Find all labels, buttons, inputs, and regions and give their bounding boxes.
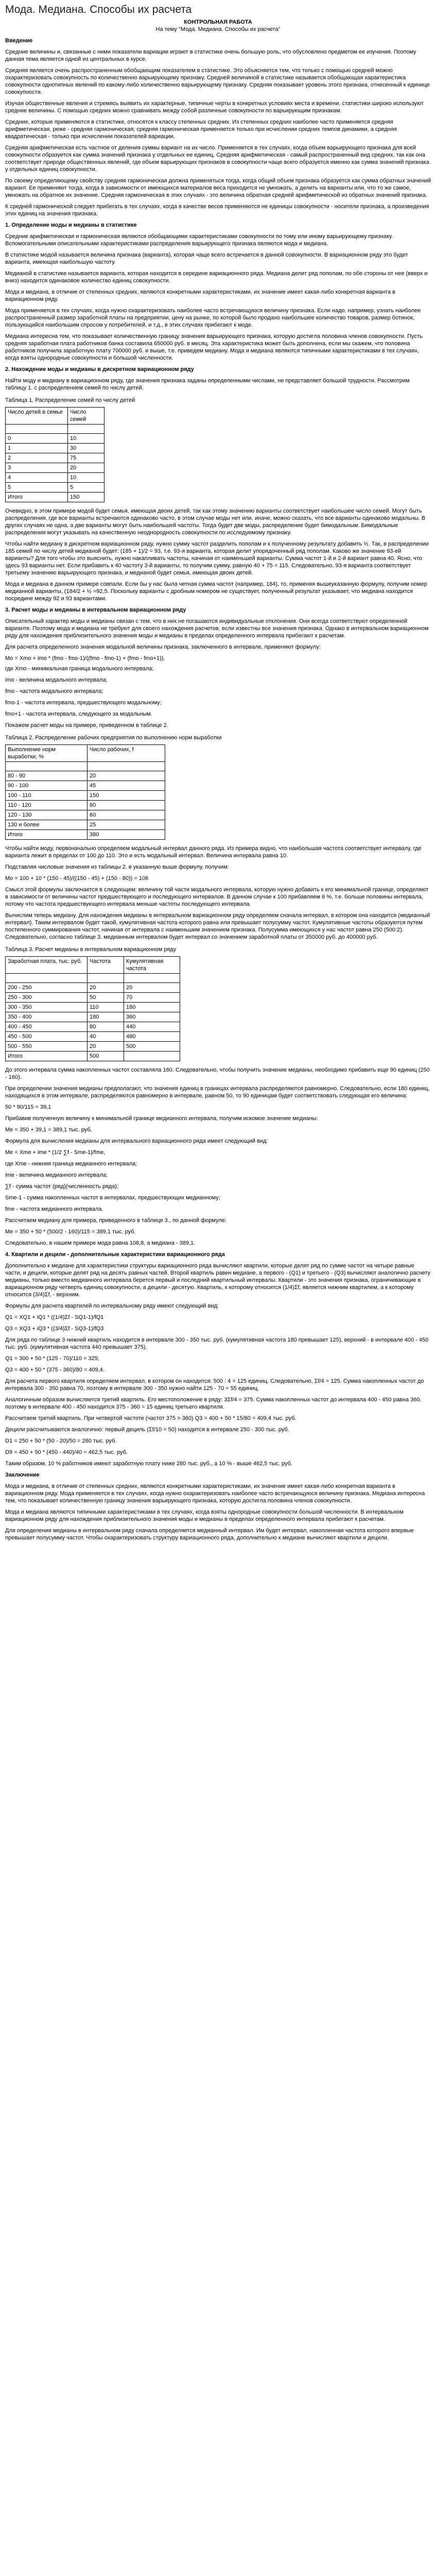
table-cell: 10 — [68, 434, 104, 444]
paragraph: Мода и медиана, в отличие от степенных средних, являются конкретными характеристиками, их значение имеет какая-либо конкретная варианта в вариационном ряду. Мода применяется в тех случаях, когда нужно охарактеризовать наиболее часто встречающуюся величину признака. Медиана интересна тем, что показывает количественную границу значения варьирующего признака, которую достигла половина членов совокупности. — [5, 1483, 425, 1504]
table-cell: 400 - 450 — [6, 1022, 88, 1032]
section-1-number: 1. — [5, 222, 10, 228]
table-header-cell: Число рабочих, f — [88, 745, 165, 762]
paragraph: Очевидно, в этом примере модой будет семья, имеющая двоих детей, так как этому значению варианты соответствует наибольшее число семей. Могут быть распределения, где все варианты встречаются одинаково часто, в этом случае моды нет или, иначе, можно сказать, что все варианты одинаково модальны. В других случаях не одна, а две варианты могут быть наибольшей частоты. Тогда будет две моды, распределение будет бимодальным. Бимодальные распределения могут указывать на качественную неоднородность совокупности по исследуемому признаку. — [5, 508, 426, 536]
table-cell: 110 — [88, 1003, 124, 1012]
paragraph: Мода применяется в тех случаях, когда нужно охарактеризовать наиболее часто встречающуюся величину признака. Если надо, например, узнать наиболее распространенный размер заработной платы на предприятии, цену на рынке, по которой было продано наибольшее количество товаров, размер ботинок, пользующийся наибольшим спросом у потребителей, и т.д., в этих случаях прибегают к моде. — [5, 308, 421, 328]
paragraph: imo - величина модального интервала; — [5, 677, 108, 683]
table-header-cell: Число детей в семье — [6, 408, 68, 425]
paragraph: где Xme - нижняя граница медианного интервала; — [5, 1161, 137, 1167]
paragraph: Чтобы найти моду, первоначально определяем модальный интервал данного ряда. Из примера видно, что наибольшая частота соответствует интервалу, где варианта лежит в пределах от 100 до 110. Это и есть модальный интервал. Величина интервала равна 10. — [5, 845, 422, 859]
table-row — [6, 463, 104, 473]
table-2 — [5, 744, 165, 840]
table-cell — [124, 1052, 180, 1061]
table-cell: 360 — [124, 1012, 180, 1022]
table-cell: 45 — [88, 781, 165, 791]
paragraph: Для расчета первого квартиля определяем интервал, в котором он находится: 500 : 4 = 125 единиц. Следовательно, Σf/4 = 125. Сумма накопленных частот до интервала 300 - 350 равна 70, поэтому в интервале 300 - 350 нужно найти 125 - 70 = 55 единиц. — [5, 1378, 424, 1392]
table-cell: 120 - 130 — [6, 810, 88, 820]
paragraph: Q1 = 300 + 50 * (125 - 70)/110 = 325; — [5, 1355, 99, 1362]
table-cell — [88, 974, 124, 983]
section-4-heading: Квартили и децили - дополнительные характеристики вариационного ряда — [11, 1251, 225, 1258]
table-row — [6, 830, 165, 840]
table-row — [6, 1042, 180, 1052]
intro-title: Введение — [5, 38, 33, 44]
table-cell: 450 - 500 — [6, 1032, 88, 1042]
paragraph: Таким образом, 10 % работников имеют заработную плату ниже 280 тыс. руб., а 10 % - выше 462,5 тыс. руб. — [5, 1461, 292, 1467]
paragraph: Sme-1 - сумма накопленных частот в интервалах, предшествующих медианному; — [5, 1195, 220, 1201]
table-cell: 2 — [6, 453, 68, 463]
table-cell — [124, 974, 180, 983]
section-4-number: 4. — [5, 1251, 10, 1258]
conclusion-title: Заключение — [5, 1472, 40, 1478]
table-cell: 25 — [88, 820, 165, 830]
table-cell: 500 — [88, 1052, 124, 1061]
table-row — [6, 1012, 180, 1022]
paragraph: Средняя является очень распространенным обобщающим показателем в статистике. Это объясняется тем, что только с помощью средней можно охарактеризовать совокупность по количественно варьирующему признаку. Средней величиной в статистике называется обобщающая характеристика совокупности однотипных явлений по какому-либо количественно варьирующему признаку. Средняя показывает уровень этого признака, отнесенный к единице совокупности. — [5, 67, 430, 95]
paragraph: fmo - частота модального интервала; — [5, 688, 103, 694]
table-cell: 80 - 90 — [6, 771, 88, 781]
table-cell: 20 — [68, 463, 104, 473]
paragraph: До этого интервала сумма накопленных частот составляла 160. Следовательно, чтобы получить значение медианы, необходимо прибавить еще 90 единиц (250 - 160). — [5, 1067, 430, 1080]
table-row — [6, 791, 165, 801]
paragraph: Мода и медиана, в отличие от степенных средних, являются конкретными характеристиками, их значение имеет какая-либо конкретная варианта в вариационном ряду. — [5, 289, 395, 302]
table-cell: 250 - 300 — [6, 993, 88, 1003]
paragraph: Описательный характер моды и медианы связан с тем, что в них не погашаются индивидуальные отклонения. Они всегда соответствуют определенной варианте. Поэтому мода и медиана не требуют для своего нахождения расчетов, если известны все значения признака. Однако в интервальном вариационном ряду для нахождения приблизительного значения моды и медианы в пределах определенного интервала прибегают к расчетам. — [5, 618, 429, 639]
paragraph: Медиана интересна тем, что показывает количественную границу значения варьирующего признака, которую достигла половина членов совокупности. Пусть средняя заработная плата работников банка составила 650000 руб. в месяц. Эта характеристика может быть дополнена, если мы скажем, что половина работников получила заработную плату 700000 руб. и выше, т.е. приведем медиану. Мода и медиана являются типичными характеристиками в тех случаях, когда взяты однородные совокупности и большой численности. — [5, 333, 423, 361]
table-header-cell: Заработная плата, тыс. руб. — [6, 957, 88, 974]
table-cell: 150 — [68, 493, 104, 502]
table-cell: 80 — [88, 1022, 124, 1032]
paragraph: D9 = 450 + 50 * (450 - 440)/40 = 462,5 тыс. руб. — [5, 1449, 128, 1455]
table-cell: 80 — [88, 801, 165, 810]
table-cell: 4 — [6, 473, 68, 483]
table-cell: Итого — [6, 493, 68, 502]
table-cell: 20 — [88, 983, 124, 993]
table-row — [6, 483, 104, 493]
paragraph: Покажем расчет моды на примере, приведенном в таблице 2. — [5, 722, 168, 728]
table-row — [6, 453, 104, 463]
table-row — [6, 801, 165, 810]
table-header-cell: Число семей — [68, 408, 104, 425]
paragraph: Средние, которые применяются в статистике, относятся к классу степенных средних. Из степенных средних наиболее часто применяется средняя арифметическая, реже - средняя гармоническая; средняя гармоническая применяется только при исчислении средних темпов динамики, а средняя квадратическая - только при исчислении показателей вариации. — [5, 119, 397, 140]
table-cell: 20 — [88, 771, 165, 781]
paragraph: По своему определяющему свойству средняя гармоническая должна применяться тогда, когда общий объем признака образуется как сумма обратных значений вариант. Ее применяют тогда, когда в зависимости от имеющихся материалов веса приходится не умножать, а делить на варианты или, что то же самое, умножать на обратное их значение. Средняя гармоническая в этих случаях - это величина обратная средней арифметической из обратных значений признака. — [5, 178, 431, 198]
section-2-title — [5, 366, 431, 373]
paragraph: К средней гармонической следует прибегать в тех случаях, когда в качестве весов применяются не единицы совокупности - носители признака, а произведения этих единиц на значения признака. — [5, 204, 429, 217]
paragraph: fme - частота медианного интервала. — [5, 1206, 103, 1212]
paragraph: D1 = 250 + 50 * (50 - 20)/50 = 280 тыс. руб. — [5, 1438, 117, 1444]
paragraph: ime - величина медианного интервала; — [5, 1172, 108, 1178]
table-3 — [5, 956, 180, 1061]
table-cell: 300 - 350 — [6, 1003, 88, 1012]
table-cell: 150 — [88, 791, 165, 801]
paragraph: где Xmo - минимальная граница модального интервала; — [5, 666, 154, 672]
table-cell — [88, 762, 165, 771]
section-3-number: 3. — [5, 607, 10, 613]
table-cell: 50 — [88, 993, 124, 1003]
paragraph: Изучая общественные явления и стремясь выявить их характерные, типичные черты в конкретных условиях места и времени, статистики широко используют средние величины. С помощью средних можно сравнивать между собой различные совокупности по варьирующим признакам. — [5, 100, 424, 114]
table-cell: 90 - 100 — [6, 781, 88, 791]
table-cell: 180 — [88, 1012, 124, 1022]
table-row — [6, 1022, 180, 1032]
paragraph: Прибавив полученную величину к минимальной границе медианного интервала, получим искомое значение медианы: — [5, 1115, 318, 1122]
conclusion-body — [5, 1483, 431, 1541]
table-row — [6, 1032, 180, 1042]
table-cell: 20 — [124, 983, 180, 993]
paragraph: Подставляя числовые значения из таблицы 2. в указанную выше формулу, получим: — [5, 864, 229, 870]
paragraph: Смысл этой формулы заключается в следующем: величину той части модального интервала, которую нужно добавить к его минимальной границе, определяют в зависимости от величины частот предшествующего и последующего интервалов. В данном случае к 100 прибавляем 6 %, т.е. больше половины интервала, потому что частота предшествующего интервала меньше частоты последующего интервала. — [5, 887, 429, 907]
section-3-body-before — [5, 618, 431, 651]
section-1-title — [5, 222, 431, 229]
intro-body — [5, 48, 431, 217]
table-row — [6, 1003, 180, 1012]
paragraph: Mo = 100 + 10 * (150 - 45)/((150 - 45) + (150 - 80)) = 106 — [5, 875, 149, 882]
table-cell: Итого — [6, 830, 88, 840]
section-2-body-before — [5, 377, 431, 392]
table-row — [6, 473, 104, 483]
table-row — [6, 820, 165, 830]
table-row — [6, 810, 165, 820]
table-spacer-row — [6, 974, 180, 983]
table-spacer-row — [6, 425, 104, 434]
paragraph: fmo+1 - частота интервала, следующего за модальным. — [5, 711, 152, 717]
table-cell: Итого — [6, 1052, 88, 1061]
table-cell: 440 — [124, 1022, 180, 1032]
paragraph: Me = 350 + 50 * (500/2 - 160)/115 = 389,1 тыс. руб. — [5, 1229, 136, 1235]
table-cell: 30 — [68, 444, 104, 453]
document-page — [0, 3, 436, 1551]
table-cell — [6, 762, 88, 771]
section-2-number: 2. — [5, 366, 10, 372]
section-3-body-after — [5, 845, 431, 941]
table-cell: 350 - 400 — [6, 1012, 88, 1022]
table-row — [6, 771, 165, 781]
table-cell: 480 — [124, 1032, 180, 1042]
document-theme: На тему "Мода. Медиана. Способы их расчета" — [155, 26, 281, 32]
paragraph: ∑f - сумма частот (ряд)(численность ряда); — [5, 1183, 119, 1190]
table-row — [6, 781, 165, 791]
table-cell: 380 — [88, 830, 165, 840]
table-cell: 5 — [68, 483, 104, 493]
paragraph: Формулы для расчета квартилей по интервальному ряду имеют следующий вид: — [5, 1303, 219, 1309]
table-cell — [6, 974, 88, 983]
table-cell — [68, 425, 104, 434]
table-1-caption: Таблица 1. Распределение семей по числу детей — [5, 397, 135, 403]
paragraph: Аналогичным образом вычисляется третий квартиль. Его местоположение в ряду: 3Σf/4 = 375. Сумма накопленных частот до интервала 400 - 450 равна 360, поэтому в интервале 400 - 450 находится 375 - 360 = 15 единиц третьего квартиля. — [5, 1397, 422, 1410]
paragraph: Средняя арифметическая есть частное от деления суммы вариант на их число. Применяется в тех случаях, когда объем варьирующего признака для всей совокупности образуется как сумма значений признака у отдельных ее единиц. Средняя арифметическая - самый распространенный вид средних, так как она соответствует природе общественных явлений, где объем варьирующих признаков в совокупности чаще всего образуется именно как сумма значений признака у отдельных единиц совокупности. — [5, 145, 430, 173]
paragraph: Найти моду и медиану в вариационном ряду, где значения признака заданы определенными числами, не представляет большой трудности. Рассмотрим таблицу 1. с распределением семей по числу детей. — [5, 378, 410, 391]
section-4-body — [5, 1262, 431, 1467]
table-row — [6, 434, 104, 444]
paragraph: Чтобы найти медиану в дискретном вариационном ряду, нужно сумму частот разделить пополам и к полученному результату добавить ½. Так, в распределении 185 семей по числу детей медианой будет: (185 + 1)/2 = 93, т.е. 93-я варианта, которая делит упорядоченный ряд пополам. Каково же значение 93-ей варианты? Для того чтобы это выяснить, нужно накапливать частоты, начиная от наименьшей варианты. Сумма частот 1-й и 2-й вариант равна 40. Ясно, что здесь 93 варианты нет. Если прибавить к 40 частоту 3-й варианты, то получим сумму, равную 40 + 75 = 115. Следовательно, 93-я варианта соответствует третьему значению варьирующего признака, и медианой будет семья, имеющая двоих детей. — [5, 541, 429, 576]
table-cell: 5 — [6, 483, 68, 493]
table-2-caption: Таблица 2. Распределение рабочих предприятия по выполнению норм выработки — [5, 735, 222, 741]
paragraph: В статистике модой называется величина признака (варианта), которая чаще всего встречается в данной совокупности. В вариационном ряду это будет варианта, имеющая наибольшую частоту. — [5, 252, 408, 265]
table-3-caption: Таблица 3. Расчет медианы в интервальном вариационном ряду — [5, 946, 177, 953]
paragraph: Q3 = XQ3 + iQ3 * ((3/4)Σf - SQ3-1)/fQ3 — [5, 1326, 104, 1332]
paragraph: Me = Xme + ime * (1/2 ∑f - Sme-1)/fme, — [5, 1149, 106, 1156]
table-row — [6, 444, 104, 453]
paragraph: 50 * 90/115 = 39,1 — [5, 1104, 51, 1110]
table-cell: 40 — [88, 1032, 124, 1042]
table-cell: 180 — [124, 1003, 180, 1012]
section-1-body — [5, 233, 431, 362]
table-cell: 60 — [88, 810, 165, 820]
paragraph: Q3 = 400 + 50 * (375 - 360)/80 = 409,4. — [5, 1367, 104, 1373]
paragraph: Дополнительно к медиане для характеристики структуры вариационного ряда вычисляют квартили, которые делят ряд по сумме частот на четыре равные части, и децили, которые делят ряд на десять равных частей. Второй квартиль равен медиане, а первого - (Q1) и третьего - (Q3) вычисляют аналогично расчету медианы, только вместо медианного интервала берется первый и последний квартильный интервалы. Квартили - это значения признака, ограничивающие в вариационном ряду четверть единиц совокупности, а децили - десятую. Квартиль, к которому относится (1/4)Σf, является нижним квартилем, а к которому относится (3/4)Σf, - верхним. — [5, 1263, 431, 1298]
paragraph: Мода и медиана в данном примере совпали. Если бы у нас была четная сумма частот (например, 184), то, применяя вышеуказанную формулу, получим номер медианной варианты, (184/2 + ½ =92,5. Поскольку варианты с дробным номером не существует, полученный результат указывает, что медиана находится посредине между 92 и 93 вариантами. — [5, 581, 427, 602]
section-2-body-after — [5, 507, 431, 602]
paragraph: Рассчитаем третий квартиль. При четвертой частоте (частот 375 > 360) Q3 = 400 + 50 * 15/80 = 409,4 тыс. руб. — [5, 1415, 297, 1421]
table-spacer-row — [6, 762, 165, 771]
section-4-title — [5, 1251, 431, 1258]
table-header-cell: Частота — [88, 957, 124, 974]
paragraph: Для определения медианы в интервальном ряду сначала определяется медианный интервал. Им будет интервал, накопленная частота которого впервые превышает полусумму частот. Чтобы охарактеризовать структуру вариационного ряда, дополнительно к медиане вычисляют квартили и децили. — [5, 1528, 414, 1541]
paragraph: Мода и медиана являются типичными характеристиками в тех случаях, когда взяты однородные совокупности большой численности. В интервальном вариационном ряду для нахождения приблизительного значения моды и медианы в пределах определенного интервала прибегают к расчетам. — [5, 1509, 404, 1522]
section-1-heading: Определение моды и медианы в статистике — [11, 222, 137, 228]
section-3-title — [5, 606, 431, 614]
table-cell: 75 — [68, 453, 104, 463]
table-row — [6, 983, 180, 993]
table-cell — [6, 425, 68, 434]
paragraph: Для расчета определенного значения модальной величины признака, заключенного в интервале, применяют формулу: — [5, 644, 321, 650]
paragraph: Me = 350 + 39,1 = 389,1 тыс. руб. — [5, 1127, 92, 1133]
table-row — [6, 993, 180, 1003]
table-1 — [5, 407, 104, 502]
paragraph: При определении значения медианы предполагают, что значения единиц в границах интервала распределяются равномерно. Следовательно, если 180 единиц, находящихся в этом интервале, распределяются равномерно в интервале, равном 50, то 90 единицам будет соответствовать следующая его величина: — [5, 1086, 430, 1099]
table-row — [6, 1052, 180, 1061]
table-cell: 500 - 550 — [6, 1042, 88, 1052]
mode-formula-legend — [5, 665, 431, 729]
section-3-heading: Расчет моды и медианы в интервальном вариационном ряду — [11, 607, 186, 613]
paragraph: Вычислим теперь медиану. Для нахождения медианы в интервальном вариационном ряду определяем сначала интервал, в котором она находится (медианный интервал). Таким интервалом будет такой, кумулятивная частота которого равна или превышает полусумму частот. Кумулятивные частоты образуются путем постепенного суммирования частот, начиная от интервала с наименьшим значением признака. Полусумма имеющихся у нас частот равна 250 (500:2). Следовательно, согласно таблице 3. медианным интервалом будет интервал со значением заработной платы от 350000 руб. до 400000 руб. — [5, 912, 430, 940]
mode-formula: Mo = Xmo + imo * (fmo - fmo-1)/((fmo - fmo-1) + (fmo - fmo+1)), — [5, 655, 165, 662]
page-heading: Мода. Медиана. Способы их расчета — [5, 4, 192, 15]
table-cell: 20 — [88, 1042, 124, 1052]
paragraph: Медианой в статистике называется варианта, которая находится в середине вариационного ряда. Медиана делит ряд пополам, по обе стороны от нее (вверх и вниз) находится одинаковое количество единиц совокупности. — [5, 270, 428, 284]
paragraph: Средние арифметическая и гармоническая являются обобщающими характеристиками совокупности по тому или иному варьирующему признаку. Вспомогательными описательными характеристиками распределения варьирующего признака являются мода и медиана. — [5, 233, 393, 247]
table-cell: 130 и более — [6, 820, 88, 830]
table-header-cell: Выполнение норм выработки, % — [6, 745, 88, 762]
paragraph: Q1 = XQ1 + iQ1 * ((1/4)Σf - SQ1-1)/fQ1 — [5, 1314, 104, 1320]
table-cell: 100 - 110 — [6, 791, 88, 801]
paragraph: Формула для вычисления медианы для интервального вариационного ряда имеет следующий вид: — [5, 1138, 268, 1144]
section-3-body-end — [5, 1066, 431, 1247]
paragraph: Следовательно, в нашем примере мода равна 108,8, а медиана - 389,1. — [5, 1240, 196, 1246]
table-cell: 200 - 250 — [6, 983, 88, 993]
paragraph: Для ряда по таблице 3 нижний квартиль находится в интервале 300 - 350 тыс. руб. (кумулятивная частота 180 превышает 125), верхний - в интервале 400 - 450 тыс. руб. (кумулятивная частота 440 превышает 375). — [5, 1337, 429, 1350]
table-cell: 10 — [68, 473, 104, 483]
table-header-row — [6, 408, 104, 425]
paragraph: Децили рассчитываются аналогично: первый дециль (Σf/10 = 50) находится в интервале 250 - 300 тыс. руб. — [5, 1427, 289, 1433]
table-header-row — [6, 745, 165, 762]
table-cell: 500 — [124, 1042, 180, 1052]
table-cell: 0 — [6, 434, 68, 444]
document-title: КОНТРОЛЬНАЯ РАБОТА — [184, 19, 252, 25]
table-cell: 110 - 120 — [6, 801, 88, 810]
table-header-row — [6, 957, 180, 974]
table-cell: 3 — [6, 463, 68, 473]
section-2-heading: Нахождение моды и медианы в дискретном вариационном ряду — [11, 366, 194, 372]
table-row — [6, 493, 104, 502]
paragraph: fmo-1 - частота интервала, предшествующего модальному; — [5, 700, 162, 706]
table-cell: 70 — [124, 993, 180, 1003]
table-header-cell: Кумулятивная частота — [124, 957, 180, 974]
paragraph: Рассчитаем медиану для примера, приведенного в таблице 3., по данной формуле: — [5, 1217, 226, 1224]
paragraph: Средние величины и, связанные с ними показатели вариации играют в статистике очень большую роль, что обусловлено предметом ее изучения. Поэтому данная тема является одной из центральных в курсе. — [5, 49, 416, 62]
table-cell: 1 — [6, 444, 68, 453]
